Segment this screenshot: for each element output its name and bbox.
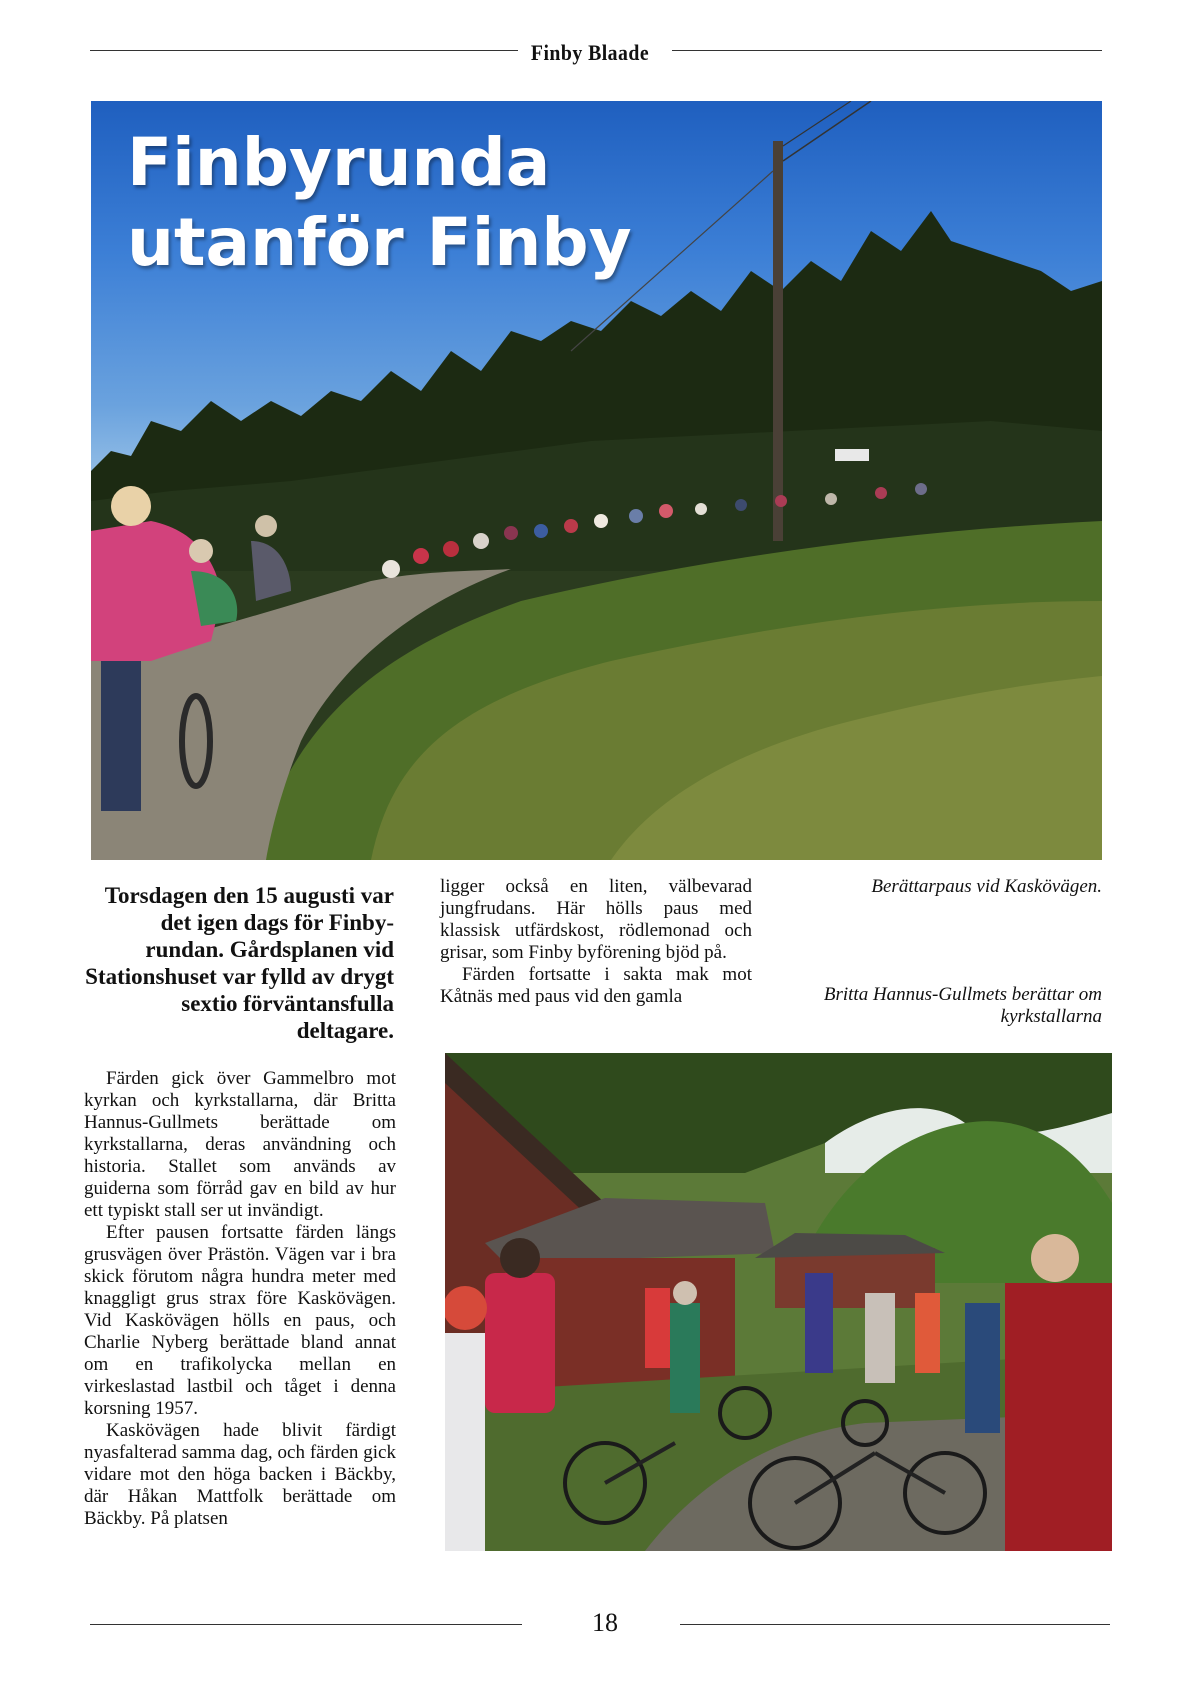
hero-photo-cyclists (91, 101, 1102, 860)
article-title-line-1: Finbyrunda (127, 124, 551, 201)
article-body-column-1 (84, 1068, 396, 1530)
article-title-line-2: utanför Finby (127, 204, 632, 281)
publication-name: Finby Blaade (530, 40, 650, 65)
page-number: 18 (592, 1608, 618, 1637)
body-paragraph: Färden fortsatte i sakta mak mot Kåtnäs med paus vid den gamla (440, 964, 752, 1007)
body-paragraph: Efter pausen fortsatte färden längs grusvägen över Prästön. Vägen var i bra skick förutom några hundra meter med knaggligt grus strax före Kaskövägen. Vid Kaskövägen hölls en paus, och Charlie Nyberg berättade bland annat om en trafikolycka mellan en virkeslastad lastbil och tåget i denna korsning 1957. (84, 1222, 396, 1419)
photo-kyrkstallarna-group (445, 1053, 1112, 1551)
photo-kyrkstallarna-illustration (445, 1053, 1112, 1551)
photo-caption-lower: Britta Hannus-Gullmets berättar om kyrkstallarna (823, 984, 1102, 1027)
body-paragraph: ligger också en liten, välbevarad jungfrudans. Här hölls paus med klassisk utfärdskost, rödlemonad och grisar, som Finby byförening bjöd på. (440, 876, 752, 963)
header-rule-right (672, 50, 1102, 51)
article-title (127, 123, 632, 283)
header-rule-left (90, 50, 518, 51)
article-body-column-2 (440, 876, 752, 1008)
article-lead: Torsdagen den 15 augusti var det igen dags för Finby-rundan. Gårdsplanen vid Stationshuset var fylld av drygt sextio förväntansfulla deltagare. (85, 883, 394, 1043)
footer-rule-right (680, 1624, 1110, 1625)
body-paragraph: Färden gick över Gammelbro mot kyrkan och kyrkstallarna, där Britta Hannus-Gullmets berättade om kyrkstallarna, deras användning och historia. Stallet som används av guiderna som förråd gav en bild av hur ett typiskt stall ser ut invändigt. (84, 1068, 396, 1221)
body-paragraph: Kaskövägen hade blivit färdigt nyasfalterad samma dag, och färden gick vidare mot den höga backen i Bäckby, där Håkan Mattfolk berättade om Bäckby. På platsen (84, 1420, 396, 1529)
footer-rule-left (90, 1624, 522, 1625)
photo-caption-top: Berättarpaus vid Kaskövägen. (871, 876, 1102, 897)
